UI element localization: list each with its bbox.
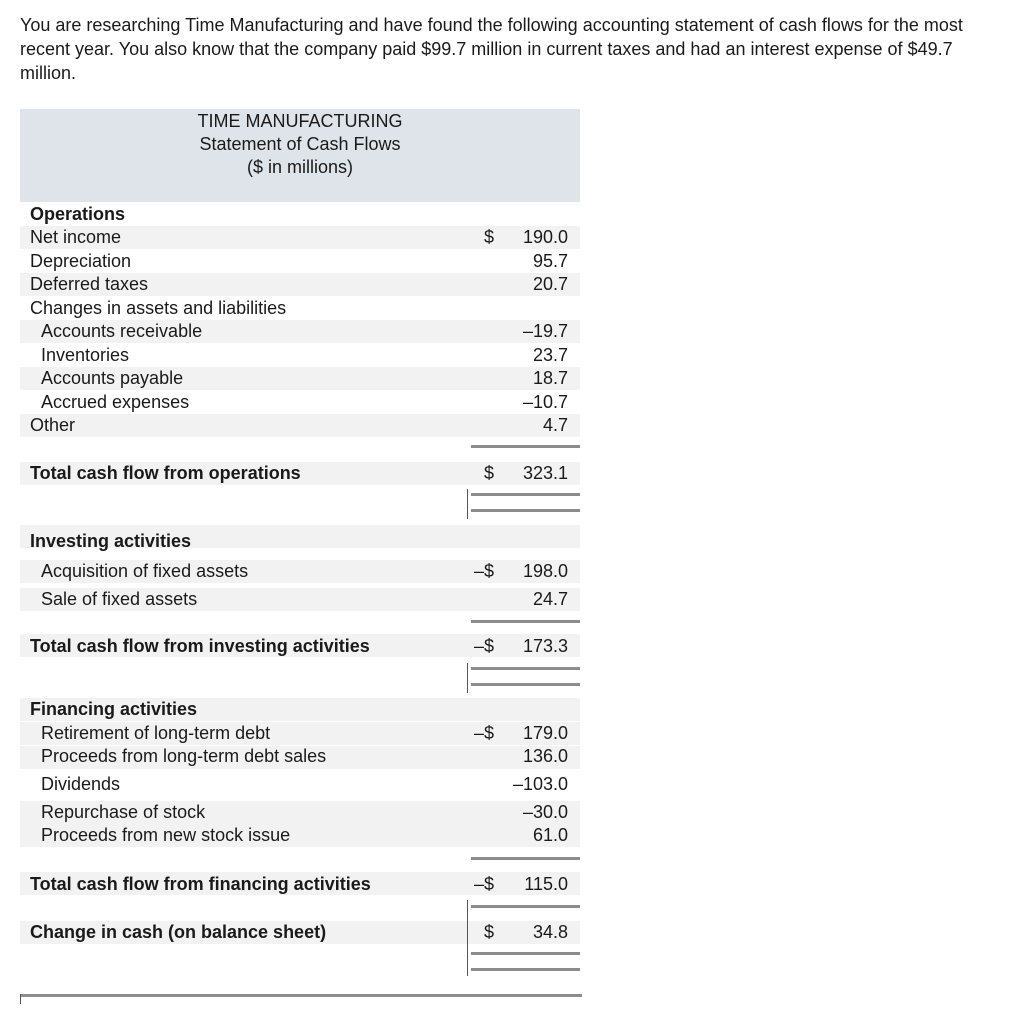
financing-total-label: Total cash flow from financing activities [30, 874, 371, 894]
retirement-value: 179.0 [522, 723, 568, 743]
company-name: TIME MANUFACTURING [197, 111, 403, 131]
problem-intro: You are researching Time Manufacturing and have found the following accounting statement of cash flows for the most recent year. You also know that the company paid $99.7 million in current taxes and had an interest expense of $49.7 million. [20, 15, 963, 83]
depreciation-label: Depreciation [30, 251, 132, 271]
net-income-label: Net income [30, 227, 122, 247]
subtotal-rule [471, 445, 580, 448]
total-double-rule-top [471, 667, 580, 670]
investing-total-label: Total cash flow from investing activities [30, 636, 370, 656]
statement-title: Statement of Cash Flows [199, 134, 401, 154]
sale-label: Sale of fixed assets [41, 589, 198, 609]
investing-total-value: 173.3 [522, 636, 568, 656]
total-double-rule-top [471, 952, 580, 955]
proceeds-stock-value: 61.0 [532, 825, 568, 845]
proceeds-debt-label: Proceeds from long-term debt sales [41, 746, 327, 766]
subtotal-rule [471, 620, 580, 623]
investing-heading: Investing activities [30, 531, 192, 551]
subtotal-rule [471, 857, 580, 860]
financing-total-value: 115.0 [524, 874, 568, 894]
accounts-payable-value: 18.7 [532, 368, 568, 388]
change-in-cash-value: 34.8 [532, 922, 568, 942]
total-double-rule-bottom [471, 509, 580, 512]
accrued-expenses-value: –10.7 [522, 392, 568, 412]
changes-heading: Changes in assets and liabilities [30, 298, 287, 318]
table-bottom-tick [20, 994, 21, 1004]
dividends-value: –103.0 [512, 774, 568, 794]
proceeds-debt-value: 136.0 [522, 746, 568, 766]
other-value: 4.7 [542, 415, 568, 435]
total-double-rule-bottom [471, 683, 580, 686]
financing-total-currency: –$ [473, 874, 494, 894]
accounts-receivable-value: –19.7 [522, 321, 568, 341]
acquisition-label: Acquisition of fixed assets [41, 561, 249, 581]
subtotal-rule [471, 905, 580, 908]
column-separator [467, 489, 468, 519]
retirement-currency: –$ [473, 723, 494, 743]
inventories-label: Inventories [41, 345, 130, 365]
operations-total-label: Total cash flow from operations [30, 463, 301, 483]
operations-total-value: 323.1 [522, 463, 568, 483]
accounts-receivable-label: Accounts receivable [41, 321, 203, 341]
total-double-rule-bottom [471, 968, 580, 971]
statement-units: ($ in millions) [246, 157, 354, 177]
repurchase-label: Repurchase of stock [41, 802, 206, 822]
change-in-cash-label: Change in cash (on balance sheet) [30, 922, 327, 942]
other-label: Other [30, 415, 76, 435]
repurchase-value: –30.0 [522, 802, 568, 822]
retirement-label: Retirement of long-term debt [41, 723, 271, 743]
net-income-currency: $ [483, 227, 494, 247]
operations-heading: Operations [30, 204, 126, 224]
statement-header [20, 109, 580, 202]
inventories-value: 23.7 [532, 345, 568, 365]
financing-heading: Financing activities [30, 699, 198, 719]
acquisition-currency: –$ [473, 561, 494, 581]
change-in-cash-currency: $ [483, 922, 494, 942]
accrued-expenses-label: Accrued expenses [41, 392, 190, 412]
cash-flow-statement [20, 109, 580, 1009]
table-bottom-rule [20, 994, 582, 997]
column-separator [467, 663, 468, 693]
acquisition-value: 198.0 [522, 561, 568, 581]
operations-total-currency: $ [483, 463, 494, 483]
investing-total-currency: –$ [473, 636, 494, 656]
total-double-rule-top [471, 493, 580, 496]
proceeds-stock-label: Proceeds from new stock issue [41, 825, 291, 845]
depreciation-value: 95.7 [532, 251, 568, 271]
deferred-taxes-value: 20.7 [532, 274, 568, 294]
net-income-value: 190.0 [522, 227, 568, 247]
accounts-payable-label: Accounts payable [41, 368, 184, 388]
dividends-label: Dividends [41, 774, 121, 794]
sale-value: 24.7 [532, 589, 568, 609]
deferred-taxes-label: Deferred taxes [30, 274, 149, 294]
